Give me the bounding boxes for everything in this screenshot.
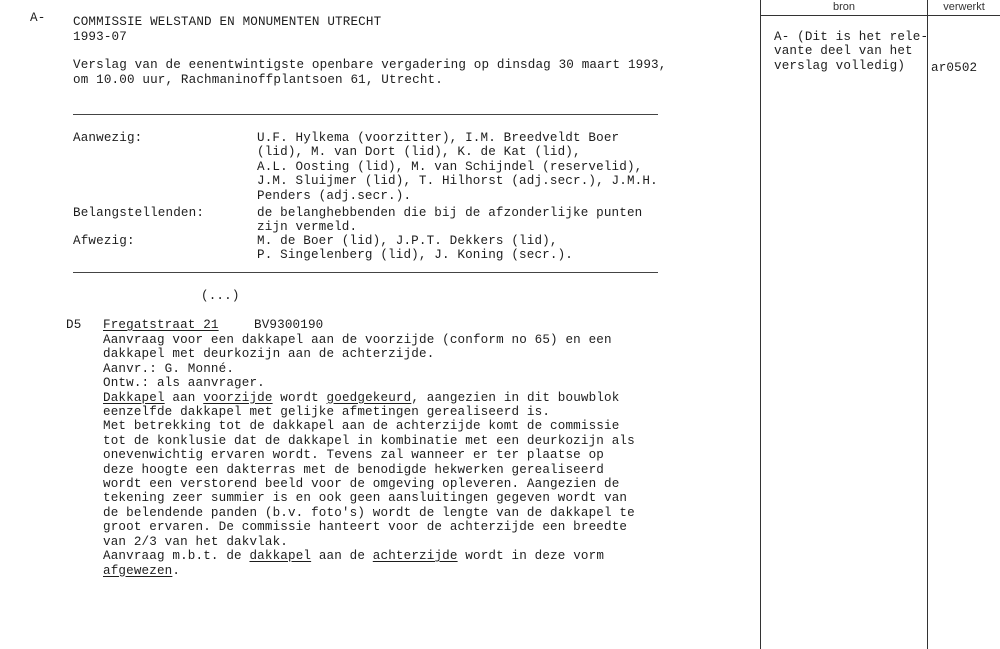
meeting-number: 1993-07: [73, 30, 127, 44]
stakeholders-list: [257, 206, 642, 235]
item-body: [103, 333, 635, 578]
stakeholders-label: Belangstellenden:: [73, 206, 205, 220]
absent-label: Afwezig:: [73, 234, 135, 248]
org-title: COMMISSIE WELSTAND EN MONUMENTEN UTRECHT: [73, 15, 382, 29]
bottom-divider: [73, 272, 658, 273]
column-header-source: bron: [832, 1, 856, 13]
item-line: de belendende panden (b.v. foto's) wordt de lengte van de dakkapel te: [103, 505, 635, 520]
item-line: eenzelfde dakkapel met gelijke afmetingen gerealiseerd is.: [103, 405, 551, 420]
report-line-2: om 10.00 uur, Rachmaninoffplantsoen 61, Utrecht.: [73, 73, 443, 87]
source-note-line: vante deel van het: [774, 44, 913, 59]
text-run: Aanvraag m.b.t. de: [103, 549, 250, 564]
text-run: wordt in deze vorm: [457, 549, 605, 564]
present-line: (lid), M. van Dort (lid), K. de Kat (lid),: [257, 145, 581, 160]
present-line: U.F. Hylkema (voorzitter), I.M. Breedveldt Boer: [257, 131, 620, 145]
present-list: [257, 131, 658, 203]
item-line: tekening zeer summier is en ook geen aansluitingen gegeven wordt van: [103, 491, 628, 506]
stakeholders-line: zijn vermeld.: [257, 220, 358, 235]
source-note-line: verslag volledig): [774, 58, 906, 73]
text-run: .: [172, 563, 181, 578]
item-line: Met betrekking tot de dakkapel aan de achterzijde komt de commissie: [103, 419, 620, 434]
sidebar-column-divider: [927, 0, 928, 649]
text-run: , aangezien in dit bouwblok: [411, 390, 620, 405]
item-line: wordt een verstorend beeld voor de omgeving opleveren. Aangezien de: [103, 477, 620, 492]
item-line: tot de konklusie dat de dakkapel in kombinatie met een deurkozijn als: [103, 433, 635, 448]
present-label: Aanwezig:: [73, 131, 143, 145]
item-code: D5: [66, 318, 82, 332]
text-run: aan: [164, 390, 204, 405]
underlined-term: voorzijde: [203, 390, 273, 405]
column-header-processed: verwerkt: [943, 1, 985, 13]
text-run: aan de: [311, 549, 373, 564]
present-line: A.L. Oosting (lid), M. van Schijndel (reservelid),: [257, 159, 643, 174]
present-line: Penders (adj.secr.).: [257, 188, 412, 203]
item-line: Ontw.: als aanvrager.: [103, 376, 265, 391]
source-note-line: A- (Dit is het rele-: [774, 30, 929, 44]
item-line: Aanvraag voor een dakkapel aan de voorzijde (conform no 65) en een: [103, 333, 612, 347]
margin-code: A-: [30, 11, 46, 25]
item-line: dakkapel met deurkozijn aan de achterzijde.: [103, 347, 435, 362]
absent-line: P. Singelenberg (lid), J. Koning (secr.).: [257, 248, 574, 263]
underlined-term: dakkapel: [249, 549, 312, 564]
decision-approved-line: [103, 391, 635, 405]
sidebar-left-border: [760, 0, 761, 649]
item-file-number: BV9300190: [254, 318, 324, 332]
item-line: deze hoogte een dakterras met de benodigde hekwerken gerealiseerd: [103, 462, 604, 477]
source-note: [774, 30, 928, 73]
item-line: van 2/3 van het dakvlak.: [103, 534, 288, 549]
underlined-term: Dakkapel: [103, 390, 165, 405]
sidebar-header-rule: [760, 15, 1000, 16]
decision-rejected-line-2: [103, 564, 635, 578]
item-line: onevenwichtig ervaren wordt. Tevens zal wanneer er ter plaatse op: [103, 448, 604, 463]
absent-list: [257, 234, 573, 263]
item-line: groot ervaren. De commissie hanteert voor de achterzijde een breedte: [103, 520, 628, 535]
present-line: J.M. Sluijmer (lid), T. Hilhorst (adj.secr.), J.M.H.: [257, 174, 658, 189]
item-line: Aanvr.: G. Monné.: [103, 361, 235, 376]
top-divider: [73, 114, 658, 115]
underlined-term: achterzijde: [372, 549, 458, 564]
item-address: Fregatstraat 21: [103, 318, 219, 332]
stakeholders-line: de belanghebbenden die bij de afzonderlijke punten: [257, 206, 643, 220]
text-run: wordt: [272, 390, 327, 405]
underlined-term: afgewezen: [103, 563, 173, 578]
omission-mark: (...): [201, 289, 240, 303]
processed-code: ar0502: [931, 61, 978, 75]
absent-line: M. de Boer (lid), J.P.T. Dekkers (lid),: [257, 234, 558, 248]
decision-rejected-line: [103, 549, 635, 563]
underlined-term: goedgekeurd: [326, 390, 412, 405]
report-line-1: Verslag van de eenentwintigste openbare vergadering op dinsdag 30 maart 1993,: [73, 58, 667, 72]
